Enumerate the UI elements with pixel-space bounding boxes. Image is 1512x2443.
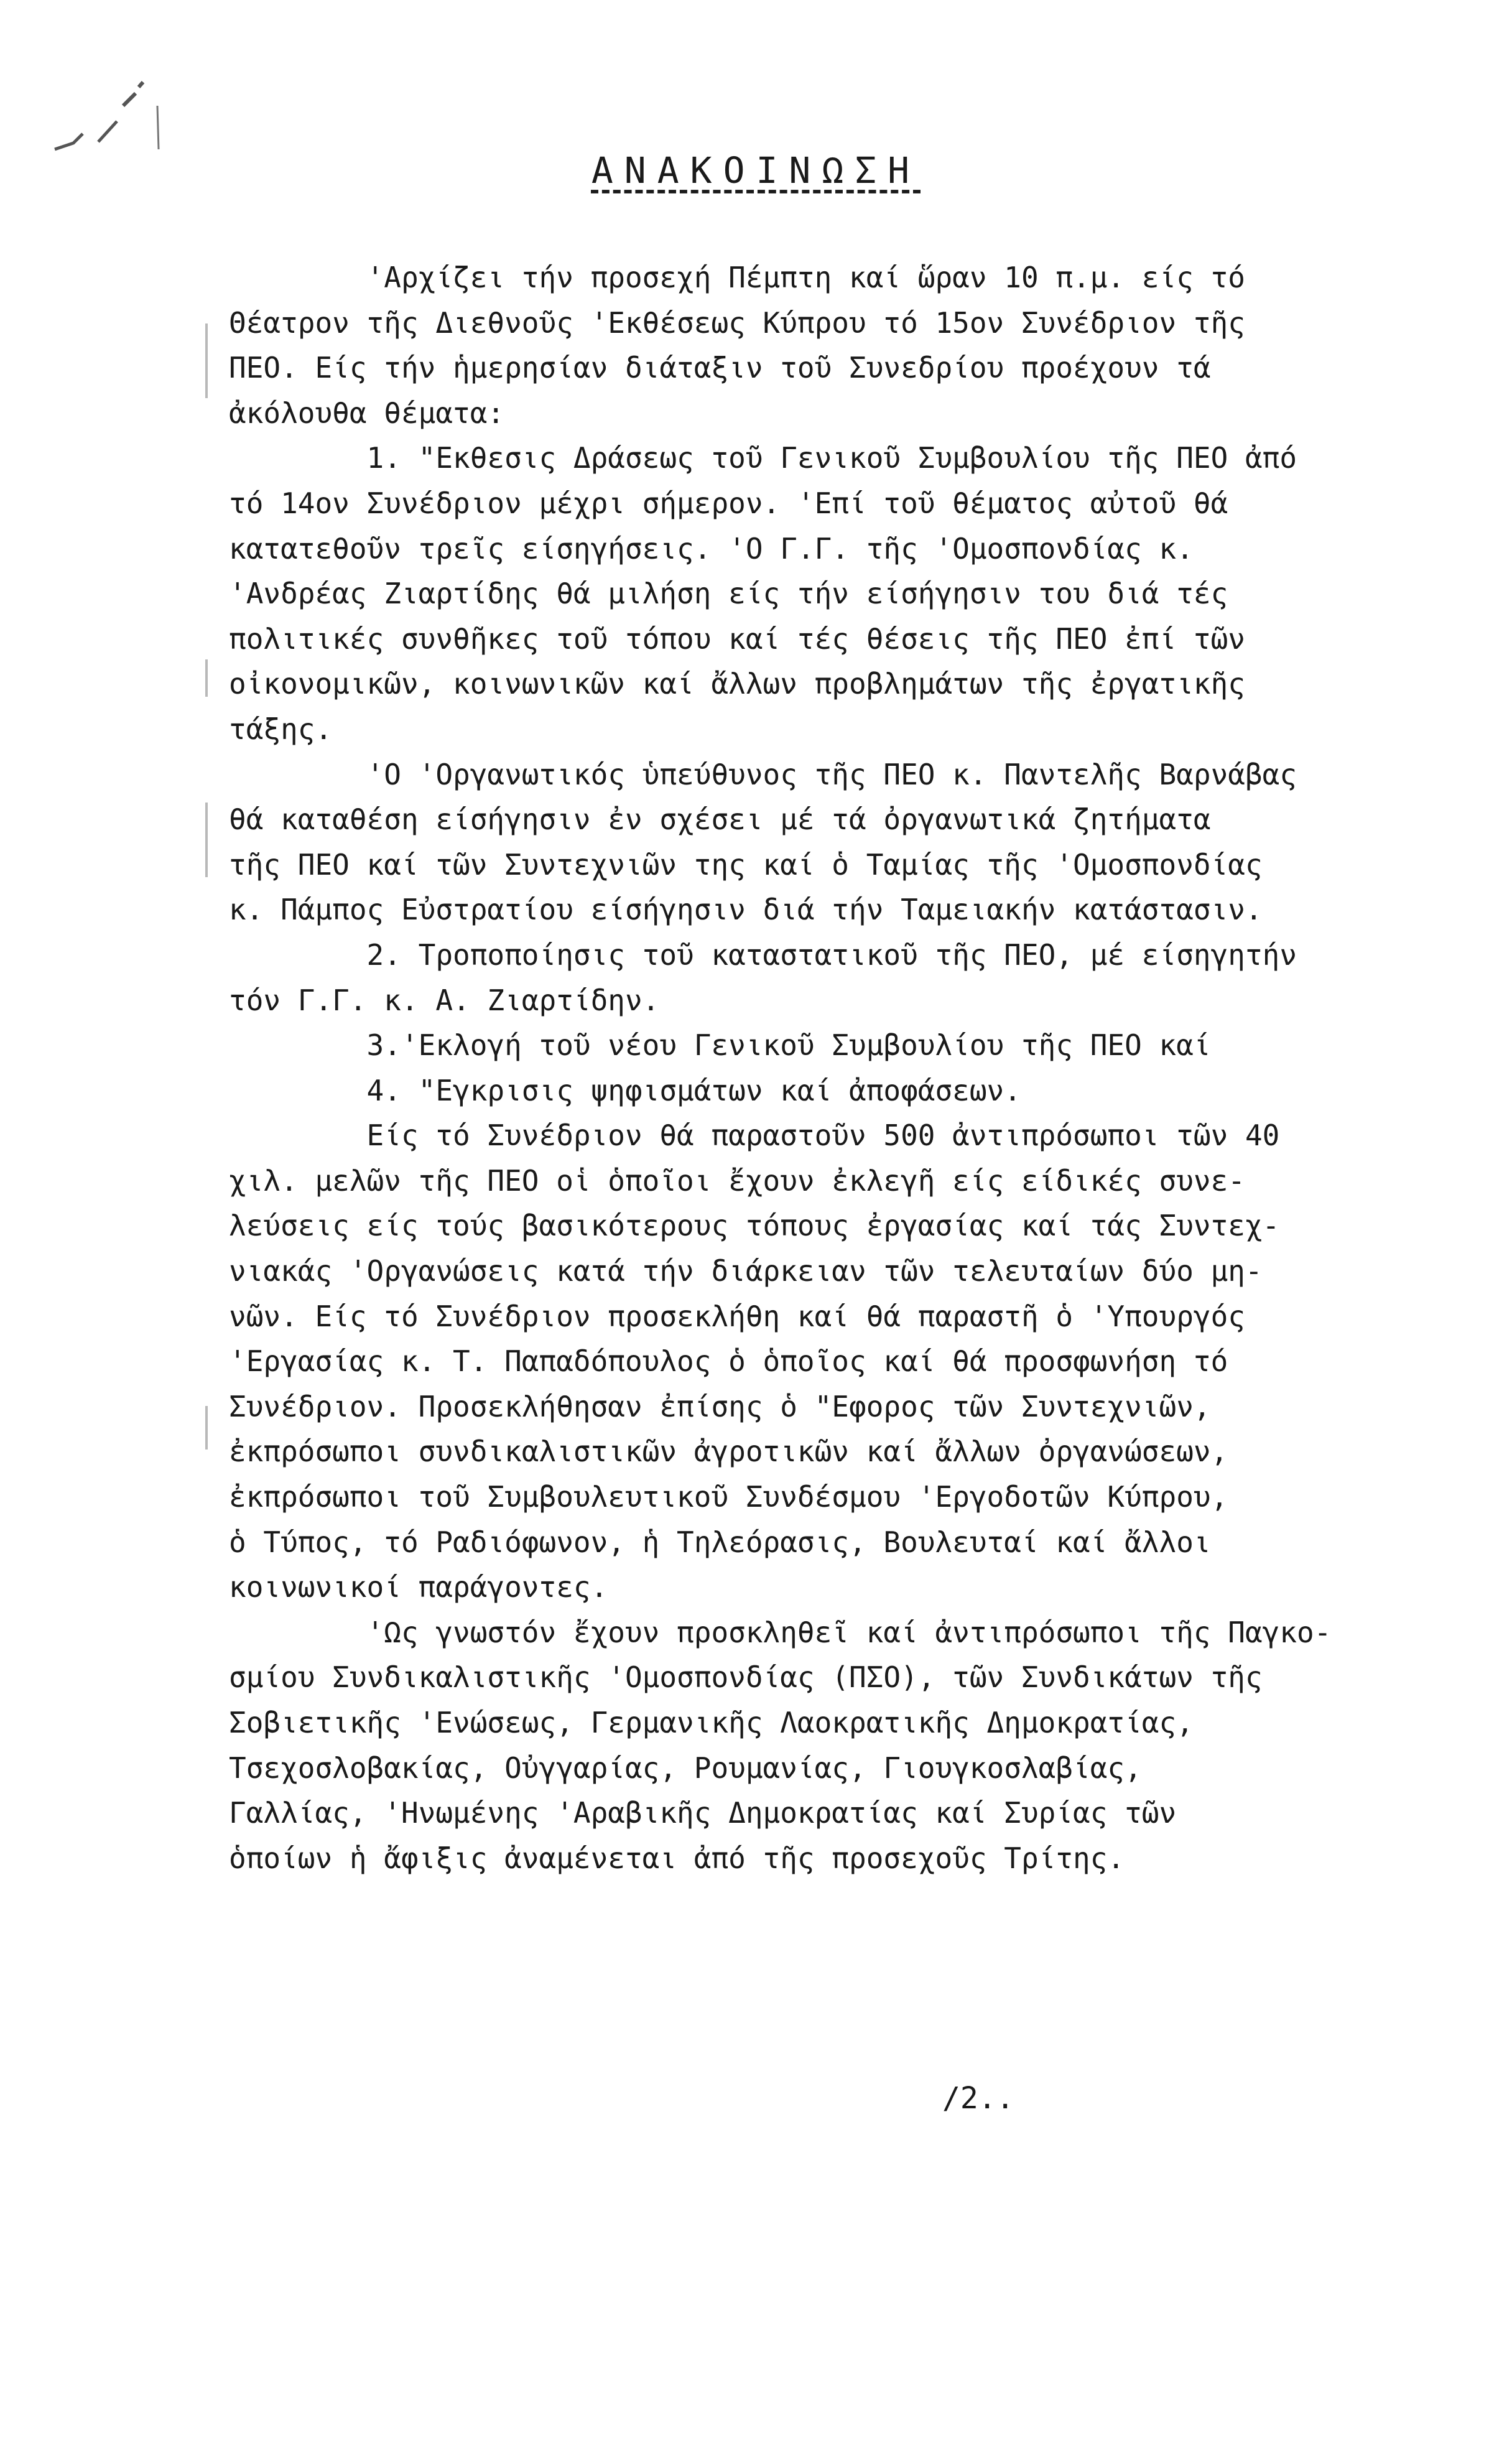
document-body xyxy=(229,255,1398,1881)
text-line: Είς τό Συνέδριον θά παραστοῦν 500 ἀντιπρόσωποι τῶν 40 xyxy=(229,1119,1280,1153)
text-line: νῶν. Είς τό Συνέδριον προσεκλήθη καί θά παραστῆ ὁ 'Υπουργός xyxy=(229,1299,1245,1333)
text-line: χιλ. μελῶν τῆς ΠΕΟ οἱ ὁποῖοι ἔχουν ἐκλεγῆ είς είδικές συνε- xyxy=(229,1163,1245,1198)
text-line: πολιτικές συνθῆκες τοῦ τόπου καί τές θέσεις τῆς ΠΕΟ ἐπί τῶν xyxy=(229,621,1245,656)
margin-mark xyxy=(205,1406,208,1450)
text-line: 'Εργασίας κ. Τ. Παπαδόπουλος ὁ ὁποῖος καί θά προσφωνήση τό xyxy=(229,1344,1228,1379)
text-line: ΠΕΟ. Είς τήν ἡμερησίαν διάταξιν τοῦ Συνεδρίου προέχουν τά xyxy=(229,351,1211,385)
document-title: ΑΝΑΚΟΙΝΩΣΗ xyxy=(591,149,921,192)
text-line: Τσεχοσλοβακίας, Οὐγγαρίας, Ρουμανίας, Γιουγκοσλαβίας, xyxy=(229,1751,1142,1785)
text-line: τό 14ον Συνέδριον μέχρι σήμερον. 'Επί τοῦ θέματος αὐτοῦ θά xyxy=(229,486,1228,520)
text-line: 'Ως γνωστόν ἔχουν προσκληθεῖ καί ἀντιπρόσωποι τῆς Παγκο- xyxy=(229,1615,1332,1649)
text-line: 3.'Εκλογή τοῦ νέου Γενικοῦ Συμβουλίου τῆς ΠΕΟ καί xyxy=(229,1028,1211,1063)
margin-mark xyxy=(205,323,208,398)
margin-mark xyxy=(205,803,208,877)
margin-mark xyxy=(205,659,208,697)
text-line: λεύσεις είς τούς βασικότερους τόπους ἐργασίας καί τάς Συντεχ- xyxy=(229,1209,1280,1243)
text-line: Συνέδριον. Προσεκλήθησαν ἐπίσης ὁ "Εφορος τῶν Συντεχνιῶν, xyxy=(229,1389,1211,1423)
text-line: 2. Τροποποίησις τοῦ καταστατικοῦ τῆς ΠΕΟ, μέ είσηγητήν xyxy=(229,938,1297,972)
text-line: ἀκόλουθα θέματα: xyxy=(229,396,505,430)
text-line: ὁ Τύπος, τό Ραδιόφωνον, ἡ Τηλεόρασις, Βουλευταί καί ἄλλοι xyxy=(229,1525,1211,1559)
text-line: σμίου Συνδικαλιστικῆς 'Ομοσπονδίας (ΠΣΟ), τῶν Συνδικάτων τῆς xyxy=(229,1660,1263,1695)
text-line: κατατεθοῦν τρεῖς είσηγήσεις. 'Ο Γ.Γ. τῆς 'Ομοσπονδίας κ. xyxy=(229,531,1194,565)
text-line: 'Ο 'Οργανωτικός ὑπεύθυνος τῆς ΠΕΟ κ. Παντελῆς Βαρνάβας xyxy=(229,757,1297,791)
text-line: 'Αρχίζει τήν προσεχή Πέμπτη καί ὥραν 10 π.μ. είς τό xyxy=(229,261,1245,294)
text-line: τόν Γ.Γ. κ. Α. Ζιαρτίδην. xyxy=(229,983,660,1017)
text-line: Σοβιετικῆς 'Ενώσεως, Γερμανικῆς Λαοκρατικῆς Δημοκρατίας, xyxy=(229,1706,1194,1739)
text-line: Θέατρον τῆς Διεθνοῦς 'Εκθέσεως Κύπρου τό 15ον Συνέδριον τῆς xyxy=(229,305,1245,340)
text-line: κ. Πάμπος Εὐστρατίου είσήγησιν διά τήν Ταμειακήν κατάστασιν. xyxy=(229,893,1263,927)
page-number: /2.. xyxy=(942,2081,1014,2116)
text-line: ὁποίων ἡ ἄφιξις ἀναμένεται ἀπό τῆς προσεχοῦς Τρίτης. xyxy=(229,1841,1125,1875)
text-line: 'Ανδρέας Ζιαρτίδης θά μιλήση είς τήν είσήγησιν του διά τές xyxy=(229,577,1228,611)
text-line: οἰκονομικῶν, κοινωνικῶν καί ἄλλων προβλημάτων τῆς ἐργατικῆς xyxy=(229,667,1245,701)
text-line: νιακάς 'Οργανώσεις κατά τήν διάρκειαν τῶν τελευταίων δύο μη- xyxy=(229,1254,1263,1288)
text-line: 4. "Εγκρισις ψηφισμάτων καί ἀποφάσεων. xyxy=(229,1073,1021,1107)
text-line: 1. "Εκθεσις Δράσεως τοῦ Γενικοῦ Συμβουλίου τῆς ΠΕΟ ἀπό xyxy=(229,441,1297,475)
text-line: κοινωνικοί παράγοντες. xyxy=(229,1570,608,1604)
text-line: Γαλλίας, 'Ηνωμένης 'Αραβικῆς Δημοκρατίας καί Συρίας τῶν xyxy=(229,1796,1177,1830)
text-line: τάξης. xyxy=(229,712,333,746)
text-line: ἐκπρόσωποι τοῦ Συμβουλευτικοῦ Συνδέσμου 'Εργοδοτῶν Κύπρου, xyxy=(229,1480,1228,1514)
text-line: θά καταθέση είσήγησιν ἐν σχέσει μέ τά ὀργανωτικά ζητήματα xyxy=(229,803,1211,837)
pen-scribble-mark xyxy=(30,68,167,162)
text-line: τῆς ΠΕΟ καί τῶν Συντεχνιῶν της καί ὁ Ταμίας τῆς 'Ομοσπονδίας xyxy=(229,847,1263,882)
text-line: ἐκπρόσωποι συνδικαλιστικῶν ἀγροτικῶν καί ἄλλων ὀργανώσεων, xyxy=(229,1435,1228,1469)
